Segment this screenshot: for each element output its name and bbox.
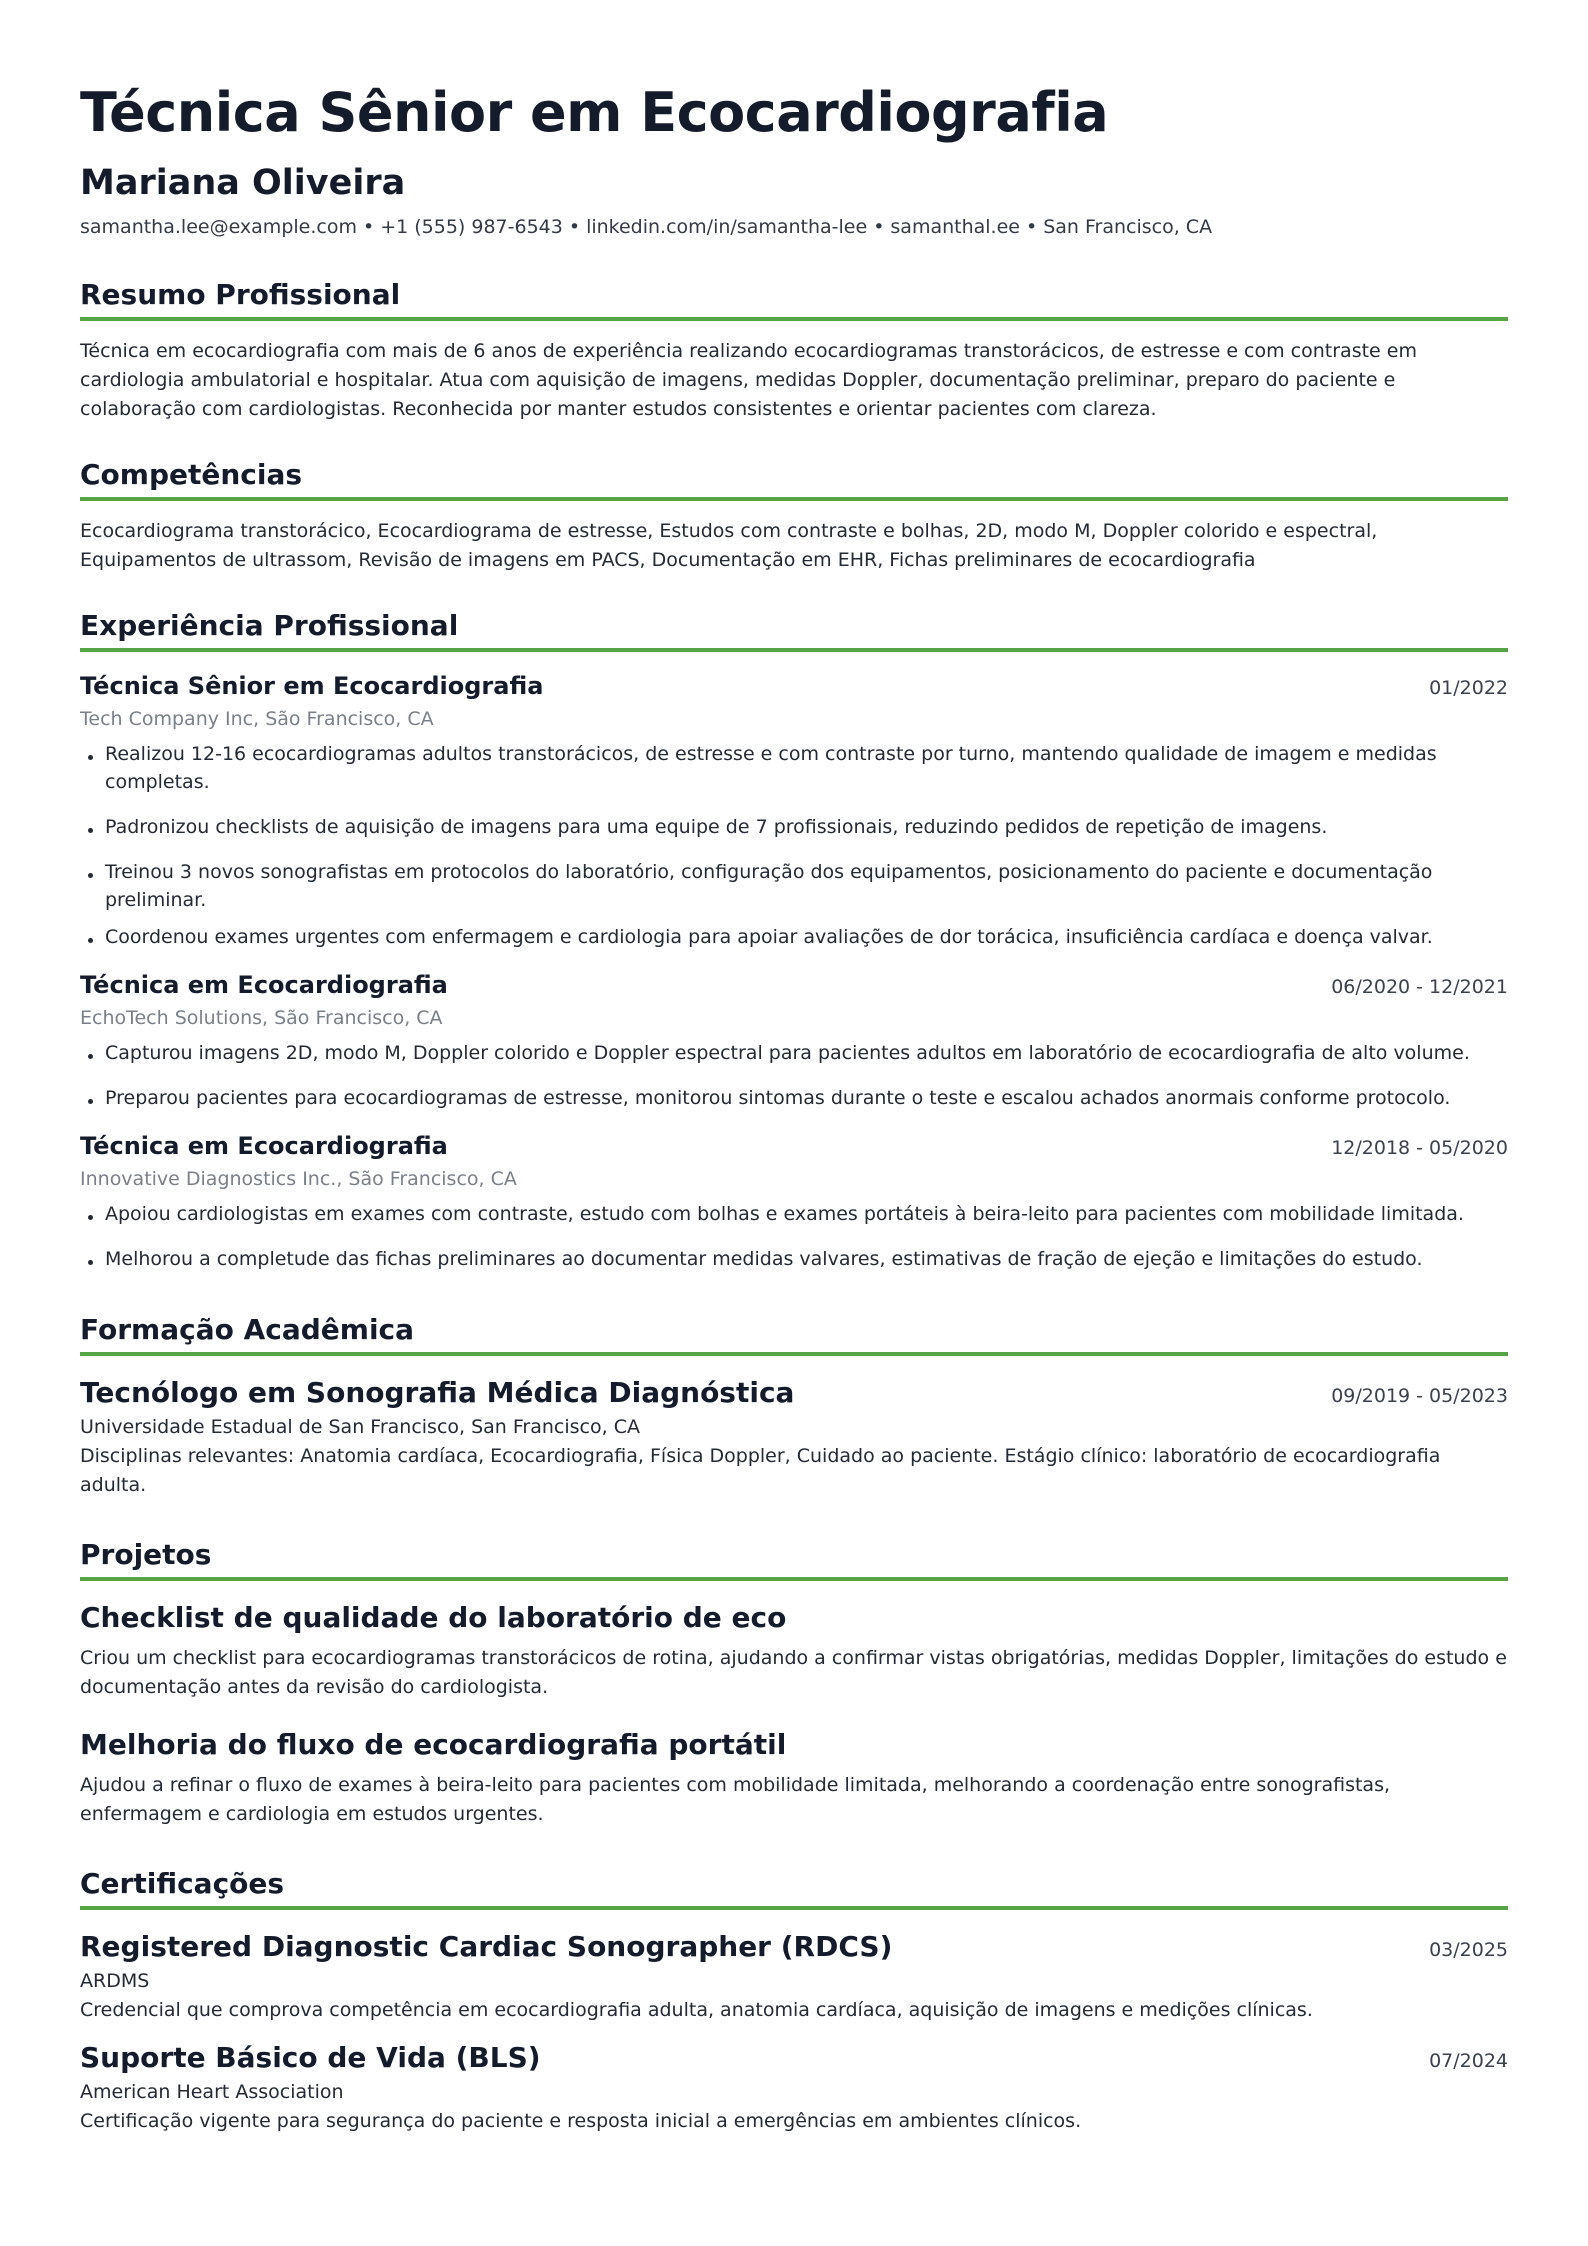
bullet-item: Apoiou cardiologistas em exames com contraste, estudo com bolhas e exames portáteis à beira-leito para pacientes com mobilidade limitada. <box>80 1200 1508 1228</box>
job-company: Tech Company Inc, São Francisco, CA <box>80 708 434 731</box>
bullet-item: Preparou pacientes para ecocardiogramas de estresse, monitorou sintomas durante o teste e escalou achados anormais conforme protocolo. <box>80 1084 1508 1112</box>
separator: • <box>873 216 885 239</box>
bullet-item: Realizou 12-16 ecocardiogramas adultos transtorácicos, de estresse e com contraste por turno, mantendo qualidade de imagem e medidas completas. <box>80 740 1508 796</box>
school-name: Universidade Estadual de San Francisco, San Francisco, CA <box>80 1416 640 1439</box>
section-title: Formação Acadêmica <box>80 1313 1508 1356</box>
job-bullets <box>80 740 1508 951</box>
education-date: 09/2019 - 05/2023 <box>1331 1385 1508 1408</box>
summary-section <box>80 278 1508 424</box>
section-title: Certificações <box>80 1867 1508 1910</box>
job-entry <box>80 672 1508 951</box>
degree-title: Tecnólogo em Sonografia Médica Diagnóstica <box>80 1376 795 1410</box>
certification-description: Credencial que comprova competência em ecocardiografia adulta, anatomia cardíaca, aquisição de imagens e medições clínicas. <box>80 1999 1313 2022</box>
website-link[interactable]: samanthal.ee <box>890 216 1020 239</box>
summary-text: Técnica em ecocardiografia com mais de 6 anos de experiência realizando ecocardiogramas transtorácicos, de estresse e com contraste em cardiologia ambulatorial e hospitalar. Atua com aquisição de imagens, medidas Doppler, documentação preliminar, preparo do paciente e colaboração com cardiologistas. Reconhecida por manter estudos consistentes e orientar pacientes com clareza. <box>80 340 1417 421</box>
education-section <box>80 1313 1508 1500</box>
project-entry <box>80 1728 1508 1829</box>
section-title: Experiência Profissional <box>80 609 1508 652</box>
certification-issuer: American Heart Association <box>80 2081 344 2104</box>
certification-date: 03/2025 <box>1429 1939 1508 1962</box>
skills-section <box>80 458 1508 575</box>
job-company: EchoTech Solutions, São Francisco, CA <box>80 1007 443 1030</box>
candidate-name: Mariana Oliveira <box>80 163 406 204</box>
job-date: 12/2018 - 05/2020 <box>1331 1137 1508 1160</box>
bullet-item: Capturou imagens 2D, modo M, Doppler colorido e Doppler espectral para pacientes adultos em laboratório de ecocardiografia de alto volume. <box>80 1039 1508 1067</box>
project-title: Checklist de qualidade do laboratório de eco <box>80 1601 787 1635</box>
job-entry <box>80 971 1508 1112</box>
certification-description: Certificação vigente para segurança do paciente e resposta inicial a emergências em ambientes clínicos. <box>80 2110 1082 2133</box>
project-description: Ajudou a refinar o fluxo de exames à beira-leito para pacientes com mobilidade limitada, melhorando a coordenação entre sonografistas, enfermagem e cardiologia em estudos urgentes. <box>80 1774 1391 1826</box>
skills-text: Ecocardiograma transtorácico, Ecocardiograma de estresse, Estudos com contraste e bolhas, 2D, modo M, Doppler colorido e espectral, Equipamentos de ultrassom, Revisão de imagens em PACS, Documentação em EHR, Fichas preliminares de ecocardiografia <box>80 520 1378 572</box>
experience-section <box>80 609 1508 1273</box>
certification-title: Suporte Básico de Vida (BLS) <box>80 2041 541 2075</box>
contact-line <box>80 216 1508 238</box>
certification-entry <box>80 2041 1508 2136</box>
job-bullets <box>80 1039 1508 1112</box>
education-entry <box>80 1376 1508 1500</box>
job-entry <box>80 1132 1508 1273</box>
job-date: 06/2020 - 12/2021 <box>1331 976 1508 999</box>
certification-entry <box>80 1930 1508 2025</box>
separator: • <box>1025 216 1038 239</box>
education-details: Disciplinas relevantes: Anatomia cardíaca, Ecocardiografia, Física Doppler, Cuidado ao paciente. Estágio clínico: laboratório de ecocardiografia adulta. <box>80 1445 1441 1497</box>
bullet-item: Padronizou checklists de aquisição de imagens para uma equipe de 7 profissionais, reduzindo pedidos de repetição de imagens. <box>80 813 1508 841</box>
section-title: Projetos <box>80 1538 1508 1581</box>
projects-section <box>80 1538 1508 1829</box>
linkedin-link[interactable]: linkedin.com/in/samantha-lee <box>586 216 868 239</box>
job-title: Técnica Sênior em Ecocardiografia <box>80 672 544 701</box>
certifications-section <box>80 1867 1508 2136</box>
job-title: Técnica em Ecocardiografia <box>80 971 448 1000</box>
certification-date: 07/2024 <box>1429 2050 1508 2073</box>
project-description: Criou um checklist para ecocardiogramas transtorácicos de rotina, ajudando a confirmar vistas obrigatórias, medidas Doppler, limitações do estudo e documentação antes da revisão do cardiologista. <box>80 1647 1507 1699</box>
certification-title: Registered Diagnostic Cardiac Sonographer (RDCS) <box>80 1930 893 1964</box>
resume-headline: Técnica Sênior em Ecocardiografia <box>80 81 1109 144</box>
job-date: 01/2022 <box>1429 677 1508 700</box>
separator: • <box>568 216 581 239</box>
project-title: Melhoria do fluxo de ecocardiografia portátil <box>80 1728 787 1762</box>
bullet-item: Treinou 3 novos sonografistas em protocolos do laboratório, configuração dos equipamentos, posicionamento do paciente e documentação preliminar. <box>80 858 1508 914</box>
section-title: Resumo Profissional <box>80 278 1508 321</box>
job-title: Técnica em Ecocardiografia <box>80 1132 448 1161</box>
bullet-item: Melhorou a completude das fichas preliminares ao documentar medidas valvares, estimativas de fração de ejeção e limitações do estudo. <box>80 1245 1508 1273</box>
location-text: San Francisco, CA <box>1043 216 1213 239</box>
certification-issuer: ARDMS <box>80 1970 150 1993</box>
email-link[interactable]: samantha.lee@example.com <box>80 216 357 239</box>
section-title: Competências <box>80 458 1508 501</box>
job-bullets <box>80 1200 1508 1273</box>
bullet-item: Coordenou exames urgentes com enfermagem e cardiologia para apoiar avaliações de dor torácica, insuficiência cardíaca e doença valvar. <box>80 923 1508 951</box>
job-company: Innovative Diagnostics Inc., São Francisco, CA <box>80 1168 517 1191</box>
separator: • <box>362 216 375 239</box>
phone-text: +1 (555) 987-6543 <box>380 216 563 239</box>
project-entry <box>80 1601 1508 1702</box>
